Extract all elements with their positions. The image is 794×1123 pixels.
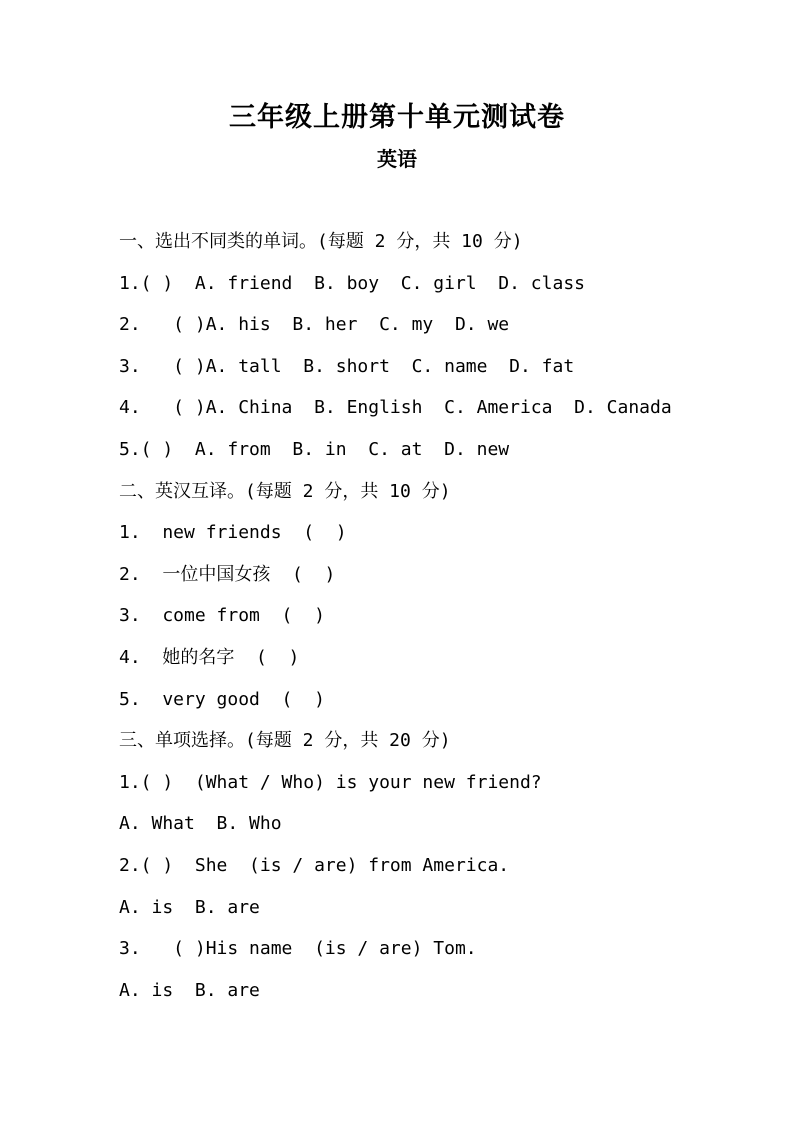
exam-content [119,228,739,1018]
page-title: 三年级上册第十单元测试卷 [229,102,565,133]
question-line: 1.( ) A. friend B. boy C. girl D. class [119,272,585,294]
section-heading-1: 一、选出不同类的单词。(每题 2 分，共 10 分) [119,231,523,252]
question-line: 4. ( )A. China B. English C. America D. Canada [119,397,672,419]
question-line: 2. 一位中国女孩 ( ) [119,563,336,585]
question-line: 5.( ) A. from B. in C. at D. new [119,438,510,460]
question-line: 3. ( )A. tall B. short C. name D. fat [119,355,575,377]
question-line: 4. 她的名字 ( ) [119,646,300,668]
answer-options-line: A. is B. are [119,979,260,1001]
question-line: 5. very good ( ) [119,688,325,710]
question-line: 2.( ) She (is / are) from America. [119,854,510,876]
question-line: 1. new friends ( ) [119,522,347,544]
section-heading-3: 三、单项选择。(每题 2 分，共 20 分) [119,730,451,752]
question-line: 1.( ) (What / Who) is your new friend? [119,771,542,793]
answer-options-line: A. What B. Who [119,813,282,835]
question-line: 3. ( )His name (is / are) Tom. [119,938,477,960]
section-heading-2: 二、英汉互译。(每题 2 分，共 10 分) [119,480,451,502]
answer-options-line: A. is B. are [119,896,260,918]
question-line: 3. come from ( ) [119,605,325,627]
question-line: 2. ( )A. his B. her C. my D. we [119,314,510,336]
page-subtitle: 英语 [377,147,417,171]
